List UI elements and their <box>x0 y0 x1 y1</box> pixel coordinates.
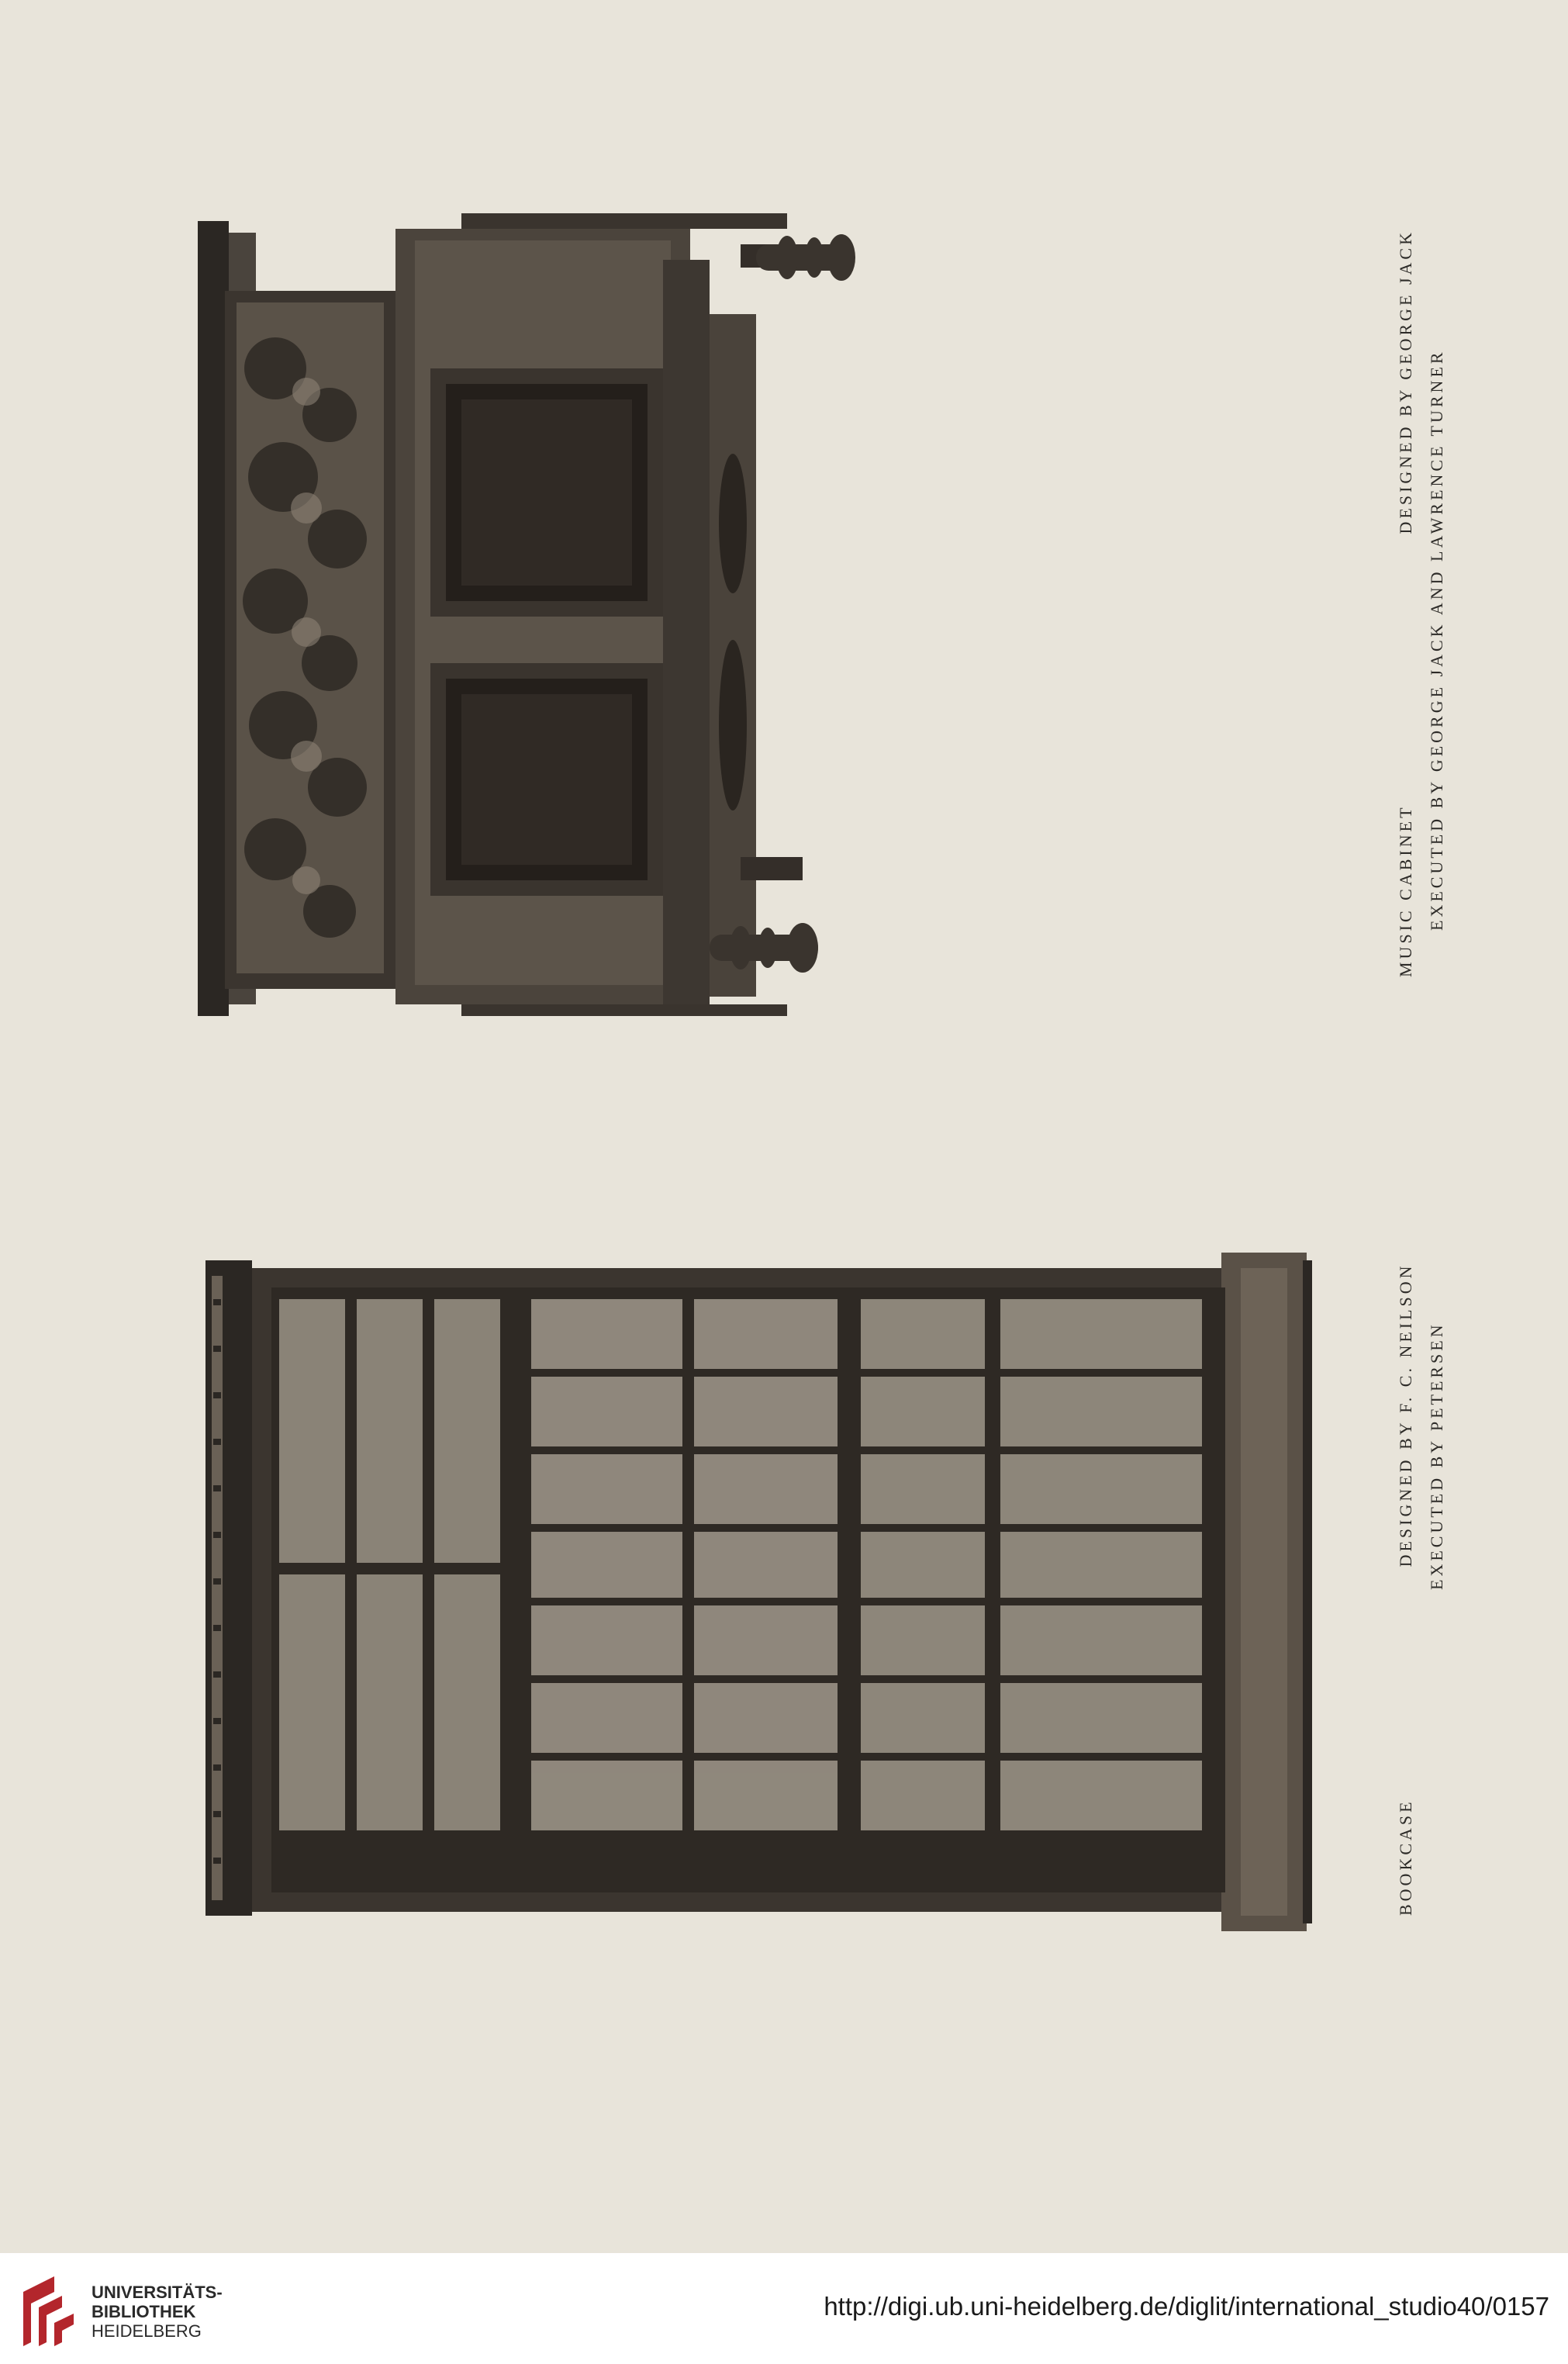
music-cabinet-designer: DESIGNED BY GEORGE JACK <box>1396 230 1415 534</box>
bookcase-designer: DESIGNED BY F. C. NEILSON <box>1396 1263 1415 1567</box>
library-name-line3: HEIDELBERG <box>92 2321 202 2341</box>
music-cabinet-executor: EXECUTED BY GEORGE JACK AND LAWRENCE TURNER <box>1427 349 1446 931</box>
library-name-line2: BIBLIOTHEK <box>92 2302 196 2321</box>
music-cabinet-photo <box>198 213 1345 1024</box>
bookcase-title: BOOKCASE <box>1396 1799 1415 1916</box>
library-name <box>92 2283 223 2341</box>
library-name-line1: UNIVERSITÄTS- <box>92 2283 223 2302</box>
bookcase-photo <box>198 1253 1314 1931</box>
bookcase-caption-line1 <box>1396 1263 1427 1916</box>
university-library-logo-icon <box>16 2269 101 2354</box>
library-footer <box>0 2253 1568 2364</box>
music-cabinet-title: MUSIC CABINET <box>1396 804 1415 977</box>
bookcase-executor: EXECUTED BY PETERSEN <box>1427 1322 1446 1590</box>
music-cabinet-caption-line2 <box>1427 326 1458 931</box>
music-cabinet-caption-line1 <box>1396 230 1427 977</box>
bookcase-caption-line2 <box>1427 1280 1458 1590</box>
source-url-link[interactable]: http://digi.ub.uni-heidelberg.de/diglit/international_studio40/0157 <box>824 2292 1549 2321</box>
